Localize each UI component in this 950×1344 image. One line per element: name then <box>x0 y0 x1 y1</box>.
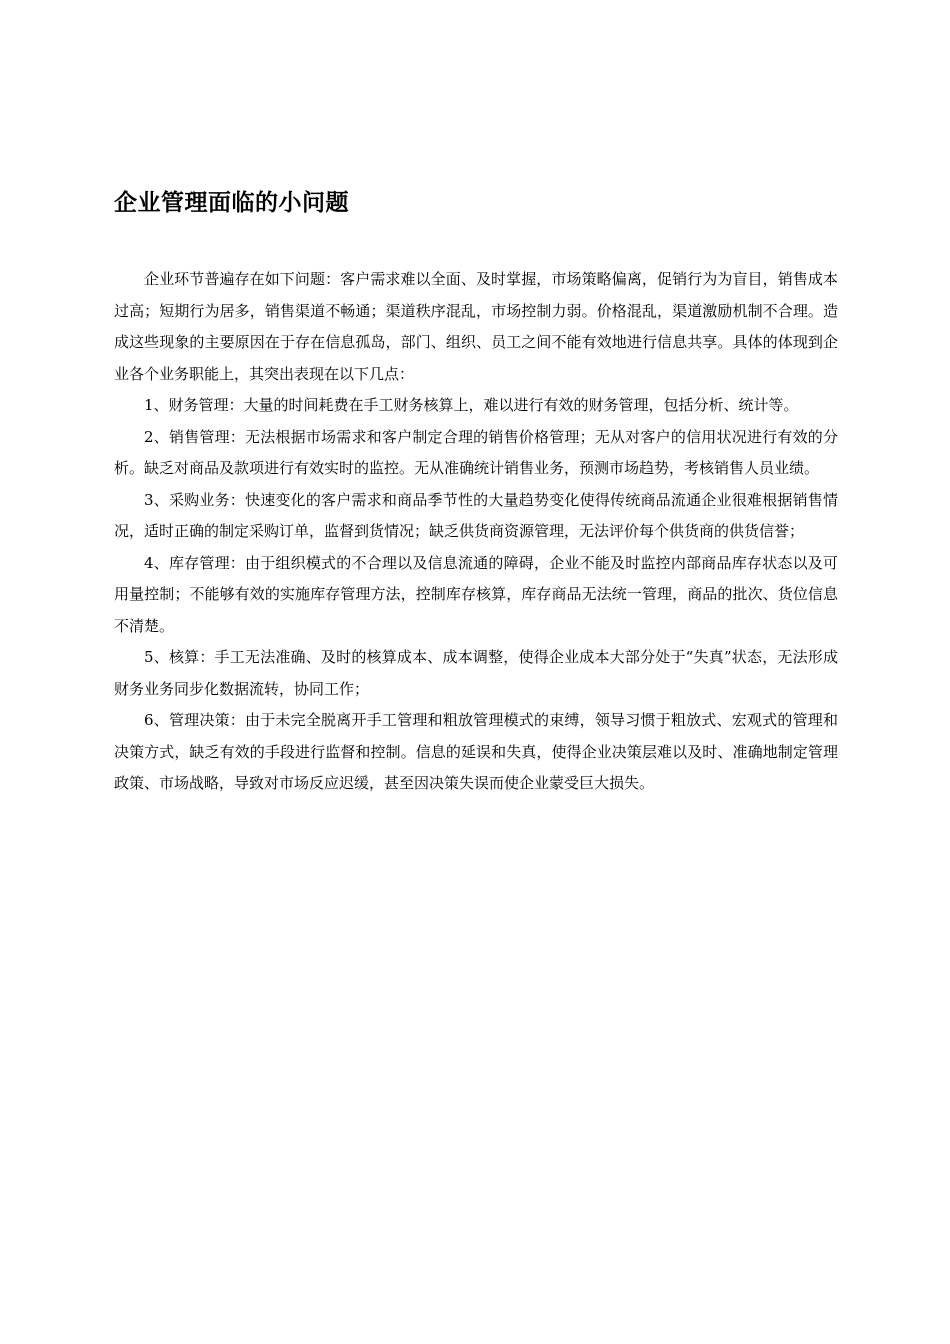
point-paragraph-decision: 6、管理决策：由于未完全脱离开手工管理和粗放管理模式的束缚，领导习惯于粗放式、宏观式的管理和决策方式，缺乏有效的手段进行监督和控制。信息的延误和失真，使得企业决策层难以及时、准确地制定管理政策、市场战略，导致对市场反应迟缓，甚至因决策失误而使企业蒙受巨大损失。 <box>114 711 838 792</box>
point-paragraph-accounting: 5、核算：手工无法准确、及时的核算成本、成本调整，使得企业成本大部分处于“失真”状态，无法形成财务业务同步化数据流转，协同工作； <box>114 648 838 698</box>
document-body <box>114 264 838 800</box>
document-title: 企业管理面临的小问题 <box>114 190 349 216</box>
point-paragraph-inventory: 4、库存管理：由于组织模式的不合理以及信息流通的障碍，企业不能及时监控内部商品库存状态以及可用量控制；不能够有效的实施库存管理方法，控制库存核算，库存商品无法统一管理，商品的批次、货位信息不清楚。 <box>114 553 838 635</box>
intro-paragraph: 企业环节普遍存在如下问题：客户需求难以全面、及时掌握，市场策略偏离，促销行为为盲目，销售成本过高；短期行为居多，销售渠道不畅通；渠道秩序混乱，市场控制力弱。价格混乱，渠道激励机制不合理。造成这些现象的主要原因在于存在信息孤岛，部门、组织、员工之间不能有效地进行信息共享。具体的体现到企业各个业务职能上，其突出表现在以下几点： <box>114 270 838 383</box>
point-paragraph-purchasing: 3、采购业务：快速变化的客户需求和商品季节性的大量趋势变化使得传统商品流通企业很难根据销售情况，适时正确的制定采购订单，监督到货情况；缺乏供货商资源管理，无法评价每个供货商的供货信誉； <box>114 490 838 540</box>
point-paragraph-finance: 1、财务管理：大量的时间耗费在手工财务核算上，难以进行有效的财务管理，包括分析、统计等。 <box>144 396 799 414</box>
point-paragraph-sales: 2、销售管理：无法根据市场需求和客户制定合理的销售价格管理；无从对客户的信用状况进行有效的分析。缺乏对商品及款项进行有效实时的监控。无从准确统计销售业务，预测市场趋势，考核销售人员业绩。 <box>114 427 838 477</box>
